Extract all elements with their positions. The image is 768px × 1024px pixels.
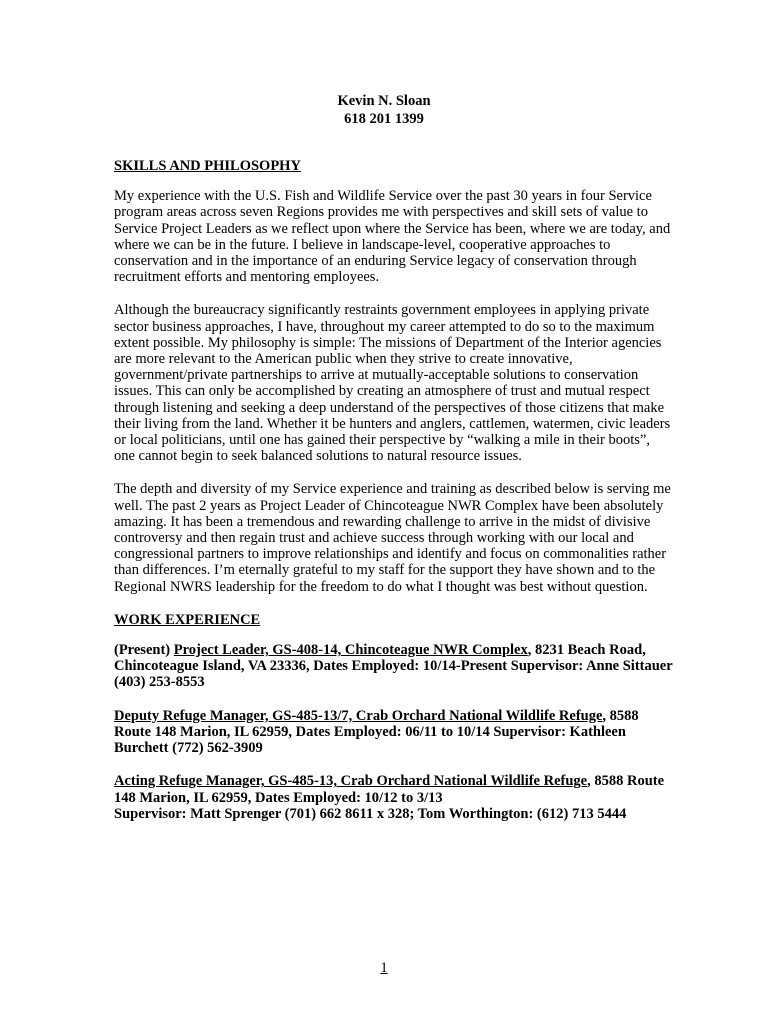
job-details: , 8588 Route 148 Marion, IL 62959, Dates Employed: 06/11 to 10/14 Supervisor: Kathleen Burchett (772) 562-3909: [114, 707, 639, 757]
job-details: , 8588 Route 148 Marion, IL 62959, Dates Employed: 10/12 to 3/13: [114, 773, 665, 806]
job-entry-deputy-refuge-manager: [114, 708, 674, 757]
page-number: 1: [380, 960, 388, 976]
job-details: , 8231 Beach Road, Chincoteague Island, VA 23336, Dates Employed: 10/14-Present Supervisor: Anne Sittauer (403) 253-8553: [114, 642, 673, 691]
skills-paragraph-3: The depth and diversity of my Service experience and training as described below is serving me well. The past 2 years as Project Leader of Chincoteague NWR Complex have been absolutely amazing. It has been a tremendous and rewarding challenge to arrive in the midst of divisive controversy and then regain trust and achieve success through working with our local and congressional partners to improve relationships and identify and focus on commonalities rather than differences. I’m eternally grateful to my staff for the support they have shown and to the Regional NWRS leadership for the freedom to do what I thought was best without question.: [114, 481, 671, 595]
skills-paragraph-2: Although the bureaucracy significantly restraints government employees in applying private sector business approaches, I have, throughout my career attempted to do so to the maximum extent possible. My philosophy is simple: The missions of Department of the Interior agencies are more relevant to the American public when they strive to create innovative, government/private partnerships to arrive at mutually-acceptable solutions to conservation issues. This can only be accomplished by creating an atmosphere of trust and mutual respect through listening and seeking a deep understand of the perspectives of those citizens that make their living from the land. Whether it be hunters and anglers, cattlemen, watermen, civic leaders or local politicians, until one has gained their perspective by “walking a mile in their boots”, one cannot begin to seek balanced solutions to natural resource issues.: [114, 302, 671, 465]
document-body: [114, 158, 674, 839]
job-entry-project-leader: [114, 642, 674, 691]
job-title: Project Leader, GS-408-14, Chincoteague NWR Complex: [173, 642, 528, 659]
applicant-name: Kevin N. Sloan: [337, 93, 431, 109]
job-entry-acting-refuge-manager: [114, 773, 674, 822]
skills-paragraph-1: My experience with the U.S. Fish and Wildlife Service over the past 30 years in four Service program areas across seven Regions provides me with perspectives and skill sets of value to Service Project Leaders as we reflect upon where the Service has been, where we are today, and where we can be in the future. I believe in landscape-level, cooperative approaches to conservation and in the importance of an enduring Service legacy of conservation through recruitment efforts and mentoring employees.: [114, 188, 671, 286]
job-prefix: (Present): [114, 642, 174, 659]
work-experience-heading: WORK EXPERIENCE: [114, 611, 261, 628]
skills-heading: SKILLS AND PHILOSOPHY: [114, 158, 301, 174]
job-title: Deputy Refuge Manager, GS-485-13/7, Crab Orchard National Wildlife Refuge: [114, 707, 603, 724]
applicant-phone: 618 201 1399: [344, 111, 424, 127]
document-header: [0, 92, 768, 128]
job-supervisor: Supervisor: Matt Sprenger (701) 662 8611 x 328; Tom Worthington: (612) 713 5444: [114, 805, 627, 822]
job-title: Acting Refuge Manager, GS-485-13, Crab Orchard National Wildlife Refuge: [114, 773, 588, 790]
